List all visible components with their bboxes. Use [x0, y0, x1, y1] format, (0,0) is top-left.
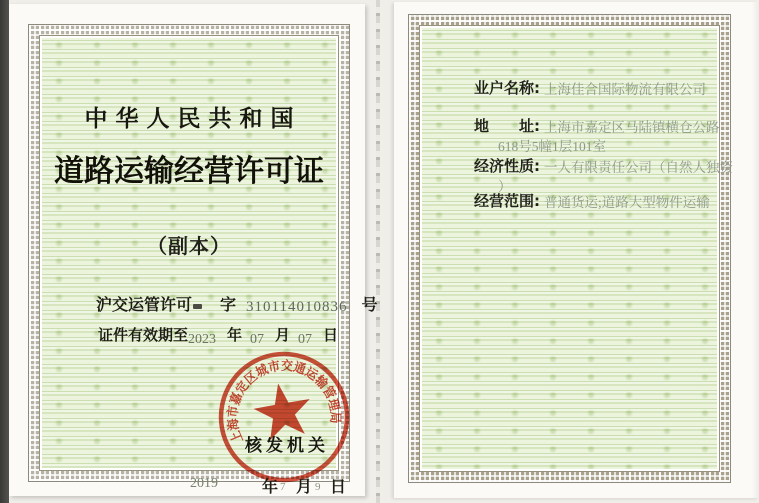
permit-number-line: [96, 292, 378, 315]
seal-arc-text: 上海市嘉定区城市交通运输管理局: [225, 358, 343, 446]
field-label: 经济性质:: [474, 157, 540, 175]
issue-day: 9: [315, 481, 321, 493]
issue-day-unit: 日: [330, 477, 347, 496]
ornamental-border-left: [28, 24, 378, 496]
booklet-spine: [376, 0, 380, 503]
guilloche-background-left: [39, 35, 378, 496]
issue-month: 7: [280, 481, 286, 493]
validity-month: 07: [250, 332, 265, 347]
issue-month-unit: 月: [296, 477, 313, 496]
validity-label: 证件有效期至: [98, 326, 189, 344]
validity-year: 2023: [188, 332, 217, 347]
validity-year-unit: 年: [227, 326, 243, 344]
copy-type-label: （副本）: [147, 236, 231, 258]
field-row-address: [474, 115, 740, 156]
field-value-line1: 一人有限责任公司（自然人独资: [544, 160, 733, 175]
field-row-business-scope: [474, 190, 740, 212]
certificate-left-page: [9, 4, 378, 496]
issue-year: 2019: [190, 476, 218, 491]
field-label: 地 址:: [474, 117, 540, 135]
issue-date-line: [40, 473, 347, 497]
field-row-business-name: [474, 77, 740, 99]
validity-day: 07: [298, 332, 313, 347]
field-label: 业户名称:: [474, 79, 540, 97]
redaction-smudge: [193, 304, 202, 309]
scanner-dark-edge: [0, 0, 9, 503]
country-name: 中华人民共和国: [84, 106, 302, 131]
certificate-title: 道路运输经营许可证: [54, 154, 324, 189]
field-label: 经营范围:: [474, 192, 540, 210]
permit-number: 310114010836: [246, 299, 348, 315]
field-value: 上海佳合国际物流有限公司: [544, 82, 706, 97]
issuer-label: 核发机关: [245, 436, 329, 456]
ornamental-border-right: [408, 14, 731, 483]
permit-suffix: 号: [361, 295, 378, 314]
field-value-line2: ）: [498, 179, 512, 194]
validity-day-unit: 日: [323, 326, 339, 344]
field-value-line2: 618号5幢1层101室: [498, 139, 606, 154]
field-value: 普通货运;道路大型物件运输: [544, 195, 710, 210]
certificate-right-page: [394, 2, 759, 498]
page-edge-shade: [751, 2, 759, 498]
permit-zi: 字: [220, 295, 237, 314]
permit-prefix: 沪交运管许可: [96, 295, 193, 314]
guilloche-background-right: [419, 25, 733, 472]
field-value-line1: 上海市嘉定区马陆镇横仓公路: [544, 120, 720, 135]
issue-year-unit: 年: [262, 477, 279, 496]
validity-month-unit: 月: [275, 326, 291, 344]
